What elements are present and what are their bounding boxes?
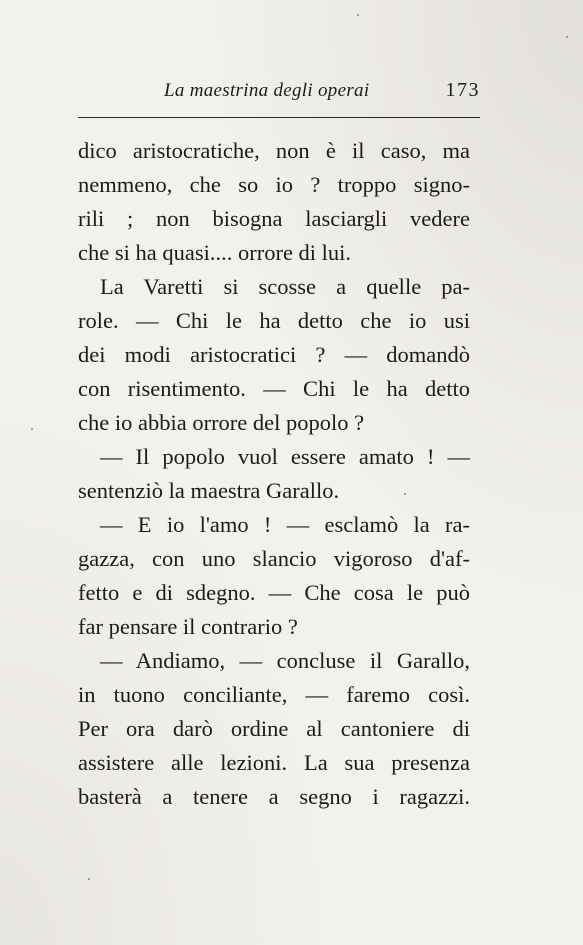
text-line: dico aristocratiche, non è il caso, ma bbox=[78, 138, 470, 163]
text-line: La Varetti si scosse a quelle pa- bbox=[100, 274, 470, 299]
header-rule bbox=[78, 117, 480, 118]
text-line: dei modi aristocratici ? — domandò bbox=[78, 342, 470, 367]
text-line: Per ora darò ordine al cantoniere di bbox=[78, 716, 470, 741]
text-line: gazza, con uno slancio vigoroso d'af- bbox=[78, 546, 470, 571]
paper-speck bbox=[88, 878, 90, 880]
paper-speck bbox=[31, 428, 33, 430]
text-line: far pensare il contrario ? bbox=[78, 614, 298, 639]
text-line: che io abbia orrore del popolo ? bbox=[78, 410, 365, 435]
paper-speck bbox=[404, 493, 406, 495]
running-title: La maestrina degli operai bbox=[164, 80, 370, 101]
text-line: assistere alle lezioni. La sua presenza bbox=[78, 750, 470, 775]
text-line: basterà a tenere a segno i ragazzi. bbox=[78, 784, 470, 809]
text-line: role. — Chi le ha detto che io usi bbox=[78, 308, 470, 333]
text-line: — Il popolo vuol essere amato ! — bbox=[100, 444, 470, 469]
page-header bbox=[78, 78, 480, 108]
text-line: — E io l'amo ! — esclamò la ra- bbox=[100, 512, 470, 537]
text-line: che si ha quasi.... orrore di lui. bbox=[78, 240, 352, 265]
text-line: sentenziò la maestra Garallo. bbox=[78, 478, 340, 503]
text-line: rili ; non bisogna lasciargli vedere bbox=[78, 206, 470, 231]
text-line: fetto e di sdegno. — Che cosa le può bbox=[78, 580, 470, 605]
text-line: — Andiamo, — concluse il Garallo, bbox=[100, 648, 470, 673]
text-line: in tuono conciliante, — faremo così. bbox=[78, 682, 470, 707]
text-line: nemmeno, che so io ? troppo signo- bbox=[78, 172, 470, 197]
body-text bbox=[78, 134, 470, 814]
paper-speck bbox=[357, 14, 359, 16]
page-number: 173 bbox=[445, 79, 480, 101]
text-line: con risentimento. — Chi le ha detto bbox=[78, 376, 470, 401]
paper-speck bbox=[566, 36, 568, 38]
